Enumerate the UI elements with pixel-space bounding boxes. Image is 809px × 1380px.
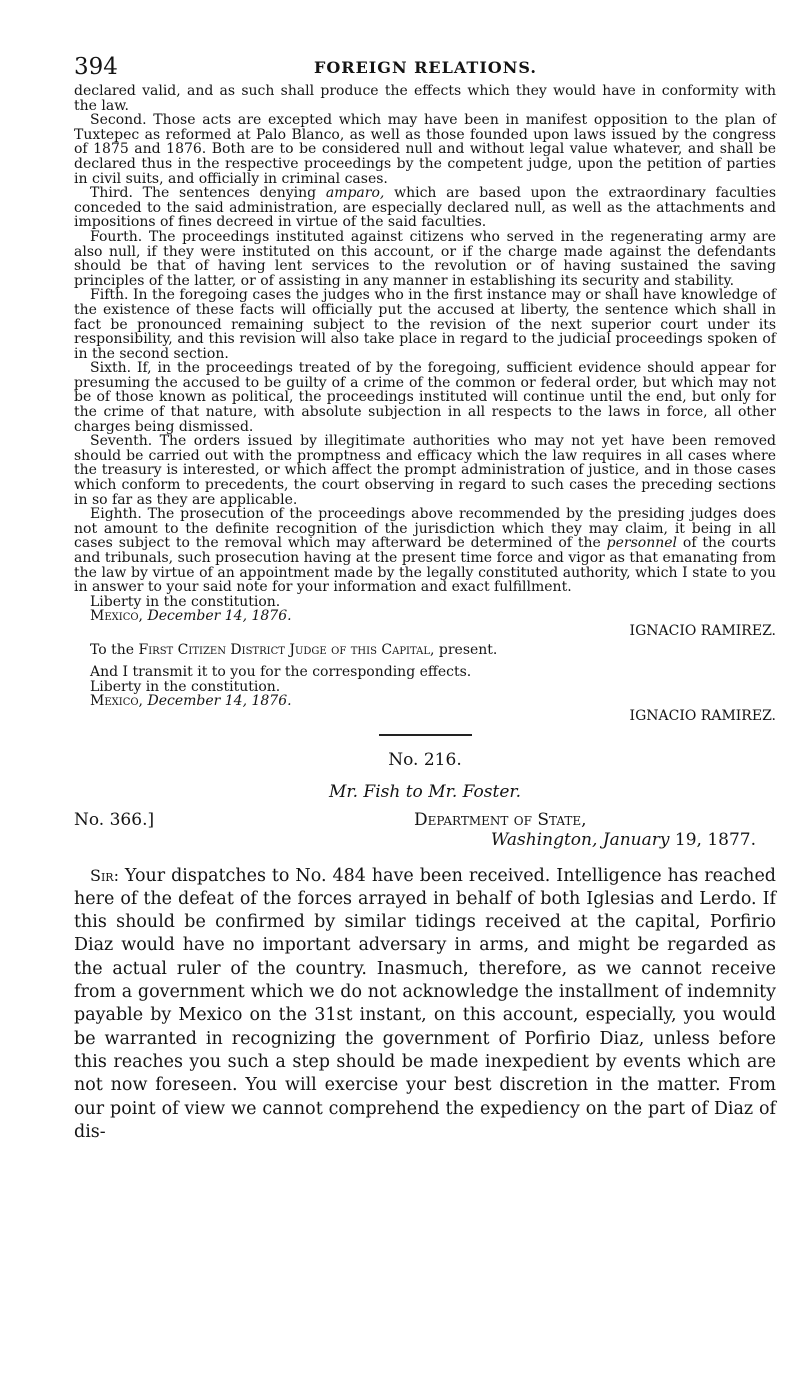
- document-page: [74, 54, 776, 1144]
- eighth-text-b: of the courts and tribunals, such prosecution having at the present time force and vigor as that emanating from the law by virtue of an appointment made by the legally constituted authority, which I state to you in answer to your said note for your information and exact fulfillment.: [74, 535, 776, 596]
- dispatch-number: No. 366.]: [74, 809, 155, 830]
- letter-heading: [74, 810, 776, 862]
- third-text-a: Third. The sentences denying: [90, 185, 326, 202]
- page-header: [74, 54, 776, 84]
- decree-paragraph-sixth: Sixth. If, in the proceedings treated of by the foregoing, sufficient evidence should appear for presuming the accused to be guilty of a crime of the common or federal order, but which may not be of those known as political, the proceedings instituted will continue until the end, but only for the crime of that nature, with absolute subjection in all respects to the laws in force, all other charges being dismissed.: [74, 360, 776, 435]
- section-divider: [379, 734, 472, 736]
- transmittal-closing: Liberty in the constitution.: [90, 678, 281, 695]
- salutation: Sir:: [90, 865, 119, 885]
- transmittal-place: Mexico,: [90, 693, 144, 710]
- transmittal-date: December 14, 1876.: [147, 693, 292, 710]
- third-italic: amparo,: [325, 185, 385, 202]
- letter-paragraph: [74, 864, 776, 1145]
- decree-text: [74, 84, 776, 724]
- decree-paragraph-third: [74, 186, 776, 230]
- decree-closing: Liberty in the constitution.: [90, 593, 281, 610]
- decree-date: December 14, 1876.: [147, 608, 292, 625]
- transmittal-address: [74, 643, 776, 658]
- decree-paragraph-second: Second. Those acts are excepted which may have been in manifest opposition to the plan of Tuxtepec as reformed at Palo Blanco, as well as those founded upon laws issued by the congress of 1875 and 1876. Both are to be considered null and without legal value whatever, and shall be declared thus in the respective proceedings by the competent judge, upon the petition of parties in civil suits, and officially in criminal cases.: [74, 112, 776, 187]
- address-recipient: First Citizen District Judge of this Capital: [138, 641, 430, 658]
- letter-body: [74, 864, 776, 1145]
- letter-body-text: Your dispatches to No. 484 have been received. Intelligence has reached here of the defeat of the forces arrayed in behalf of both Iglesias and Lerdo. If this should be confirmed by similar tidings received at the capital, Porfirio Diaz would have no important adversary in arms, and might be regarded as the actual ruler of the country. Inasmuch, therefore, as we cannot receive from a government which we do not acknowledge the installment of indemnity payable by Mexico on the 31st instant, on this account, especially, you would be warranted in recognizing the government of Porfirio Diaz, unless before this reaches you such a step should be made inexpedient by events which are not now foreseen. You will exercise your best discretion in the matter. From our point of view we cannot comprehend the expediency on the part of Diaz of dis-: [74, 865, 776, 1142]
- running-head: FOREIGN RELATIONS.: [314, 58, 537, 77]
- letter-dateline: Washington, January 19, 1877.: [490, 829, 756, 850]
- document-number: No. 216.: [388, 749, 462, 770]
- decree-signature: IGNACIO RAMIREZ.: [629, 622, 776, 639]
- page-number: 394: [74, 54, 118, 80]
- decree-place: Mexico,: [90, 608, 144, 625]
- letter-title: Mr. Fish to Mr. Foster.: [328, 781, 522, 802]
- address-suffix: , present.: [429, 641, 498, 658]
- department-name: Department of State,: [414, 809, 587, 830]
- decree-paragraph-fifth: Fifth. In the foregoing cases the judges who in the first instance may or shall have knowledge of the existence of these facts will officially put the accused at liberty, the sentence which shall in fact be pronounced remaining subject to the revision of the next superior court under its responsibility, and this revision will also take place in regard to the judicial proceedings spoken of in the second section.: [74, 287, 776, 362]
- eighth-italic: personnel: [606, 535, 678, 552]
- decree-paragraph-seventh: Seventh. The orders issued by illegitimate authorities who may not yet have been removed should be carried out with the promptness and efficacy which the law requires in all cases where the treasury is interested, or which affect the prompt administration of justice, and in those cases which conform to precedents, the court observing in regard to such cases the preceding sections in so far as they are applicable.: [74, 433, 776, 508]
- transmittal-line: And I transmit it to you for the corresponding effects.: [90, 664, 472, 681]
- decree-paragraph-eighth: [74, 507, 776, 595]
- third-text-b: which are based upon the extraordinary faculties conceded to the said administration, are especially declared null, as well as the attachments and impositions of fines decreed in virtue of the said faculties.: [74, 185, 776, 231]
- decree-dateline: [74, 609, 776, 624]
- decree-paragraph-fourth: Fourth. The proceedings instituted against citizens who served in the regenerating army are also null, if they were instituted on this account, or if the charge made against the defendants should be that of having lent services to the revolution or of having sustained the saving principles of the latter, or of assisting in any manner in establishing its security and stability.: [74, 228, 776, 289]
- decree-paragraph-continued: declared valid, and as such shall produce the effects which they would have in conformity with the law.: [74, 83, 776, 114]
- eighth-text-a: Eighth. The prosecution of the proceedings above recommended by the presiding judges does not amount to the definite recognition of the jurisdiction which they may claim, it being in all cases subject to the removal which may afterward be determined of the: [74, 506, 776, 552]
- transmittal-dateline: [74, 694, 776, 709]
- address-prefix: To the: [90, 641, 139, 658]
- transmittal-signature: IGNACIO RAMIREZ.: [629, 707, 776, 724]
